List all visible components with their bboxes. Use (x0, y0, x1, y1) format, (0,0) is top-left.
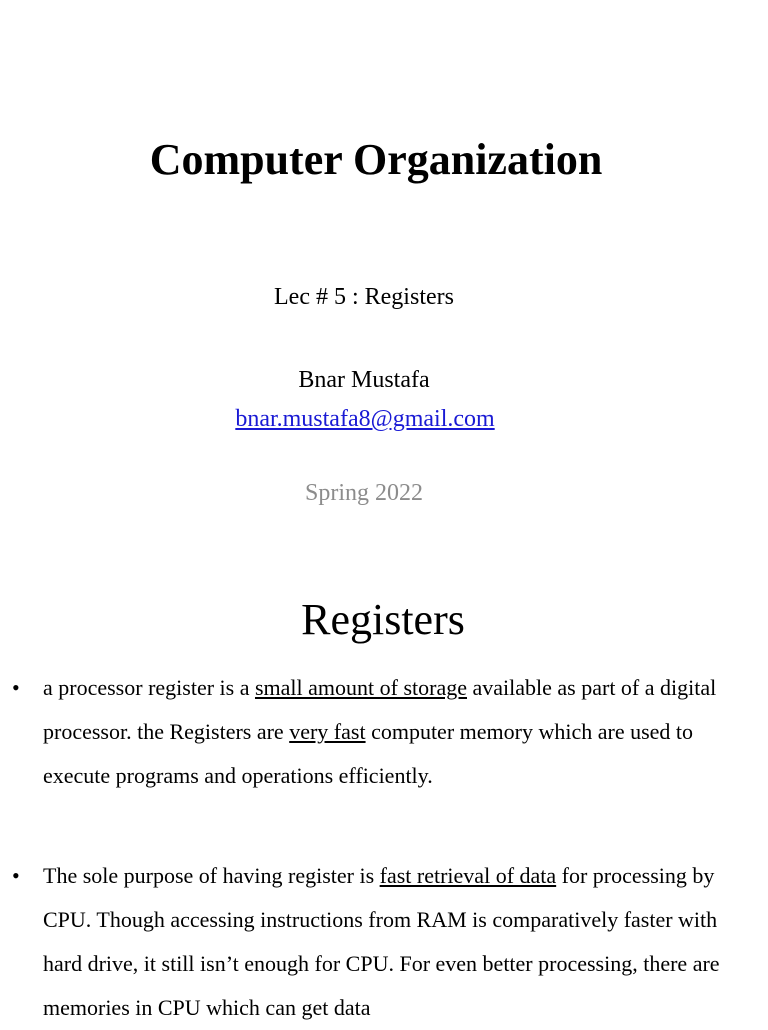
author-email-link[interactable]: bnar.mustafa8@gmail.com (235, 406, 495, 432)
underlined-phrase: small amount of storage (254, 675, 467, 700)
bullet-text-segment: The sole purpose of having register is (43, 863, 380, 888)
bullet-text-segment: for processing by CPU. Though accessing instructions from RAM is comparatively faster with hard drive, it still isn’t enough for CPU. For even better processing, there are memories in CPU which can get data (43, 863, 720, 1020)
author-email (0, 404, 730, 434)
bullet-item-2 (0, 854, 768, 1030)
slide-title: Computer Organization (149, 135, 603, 184)
underlined-phrase: fast retrieval of data (379, 863, 557, 888)
bullet-text-segment: available as part of a digital processor. the Registers are (43, 675, 717, 744)
lecture-subtitle: Lec # 5 : Registers (274, 284, 454, 310)
bullet-text-segment: a processor register is a (43, 675, 255, 700)
bullet-text-segment: computer memory which are used to execute programs and operations efficiently. (43, 719, 694, 788)
author-name: Bnar Mustafa (298, 367, 430, 393)
section-title: Registers (301, 595, 465, 644)
bullet-marker: • (12, 863, 20, 888)
bullet-marker: • (12, 675, 20, 700)
bullet-item-1 (0, 666, 768, 798)
bullet-list (0, 666, 768, 1030)
term-label: Spring 2022 (304, 480, 423, 506)
underlined-phrase: very fast (289, 719, 366, 744)
